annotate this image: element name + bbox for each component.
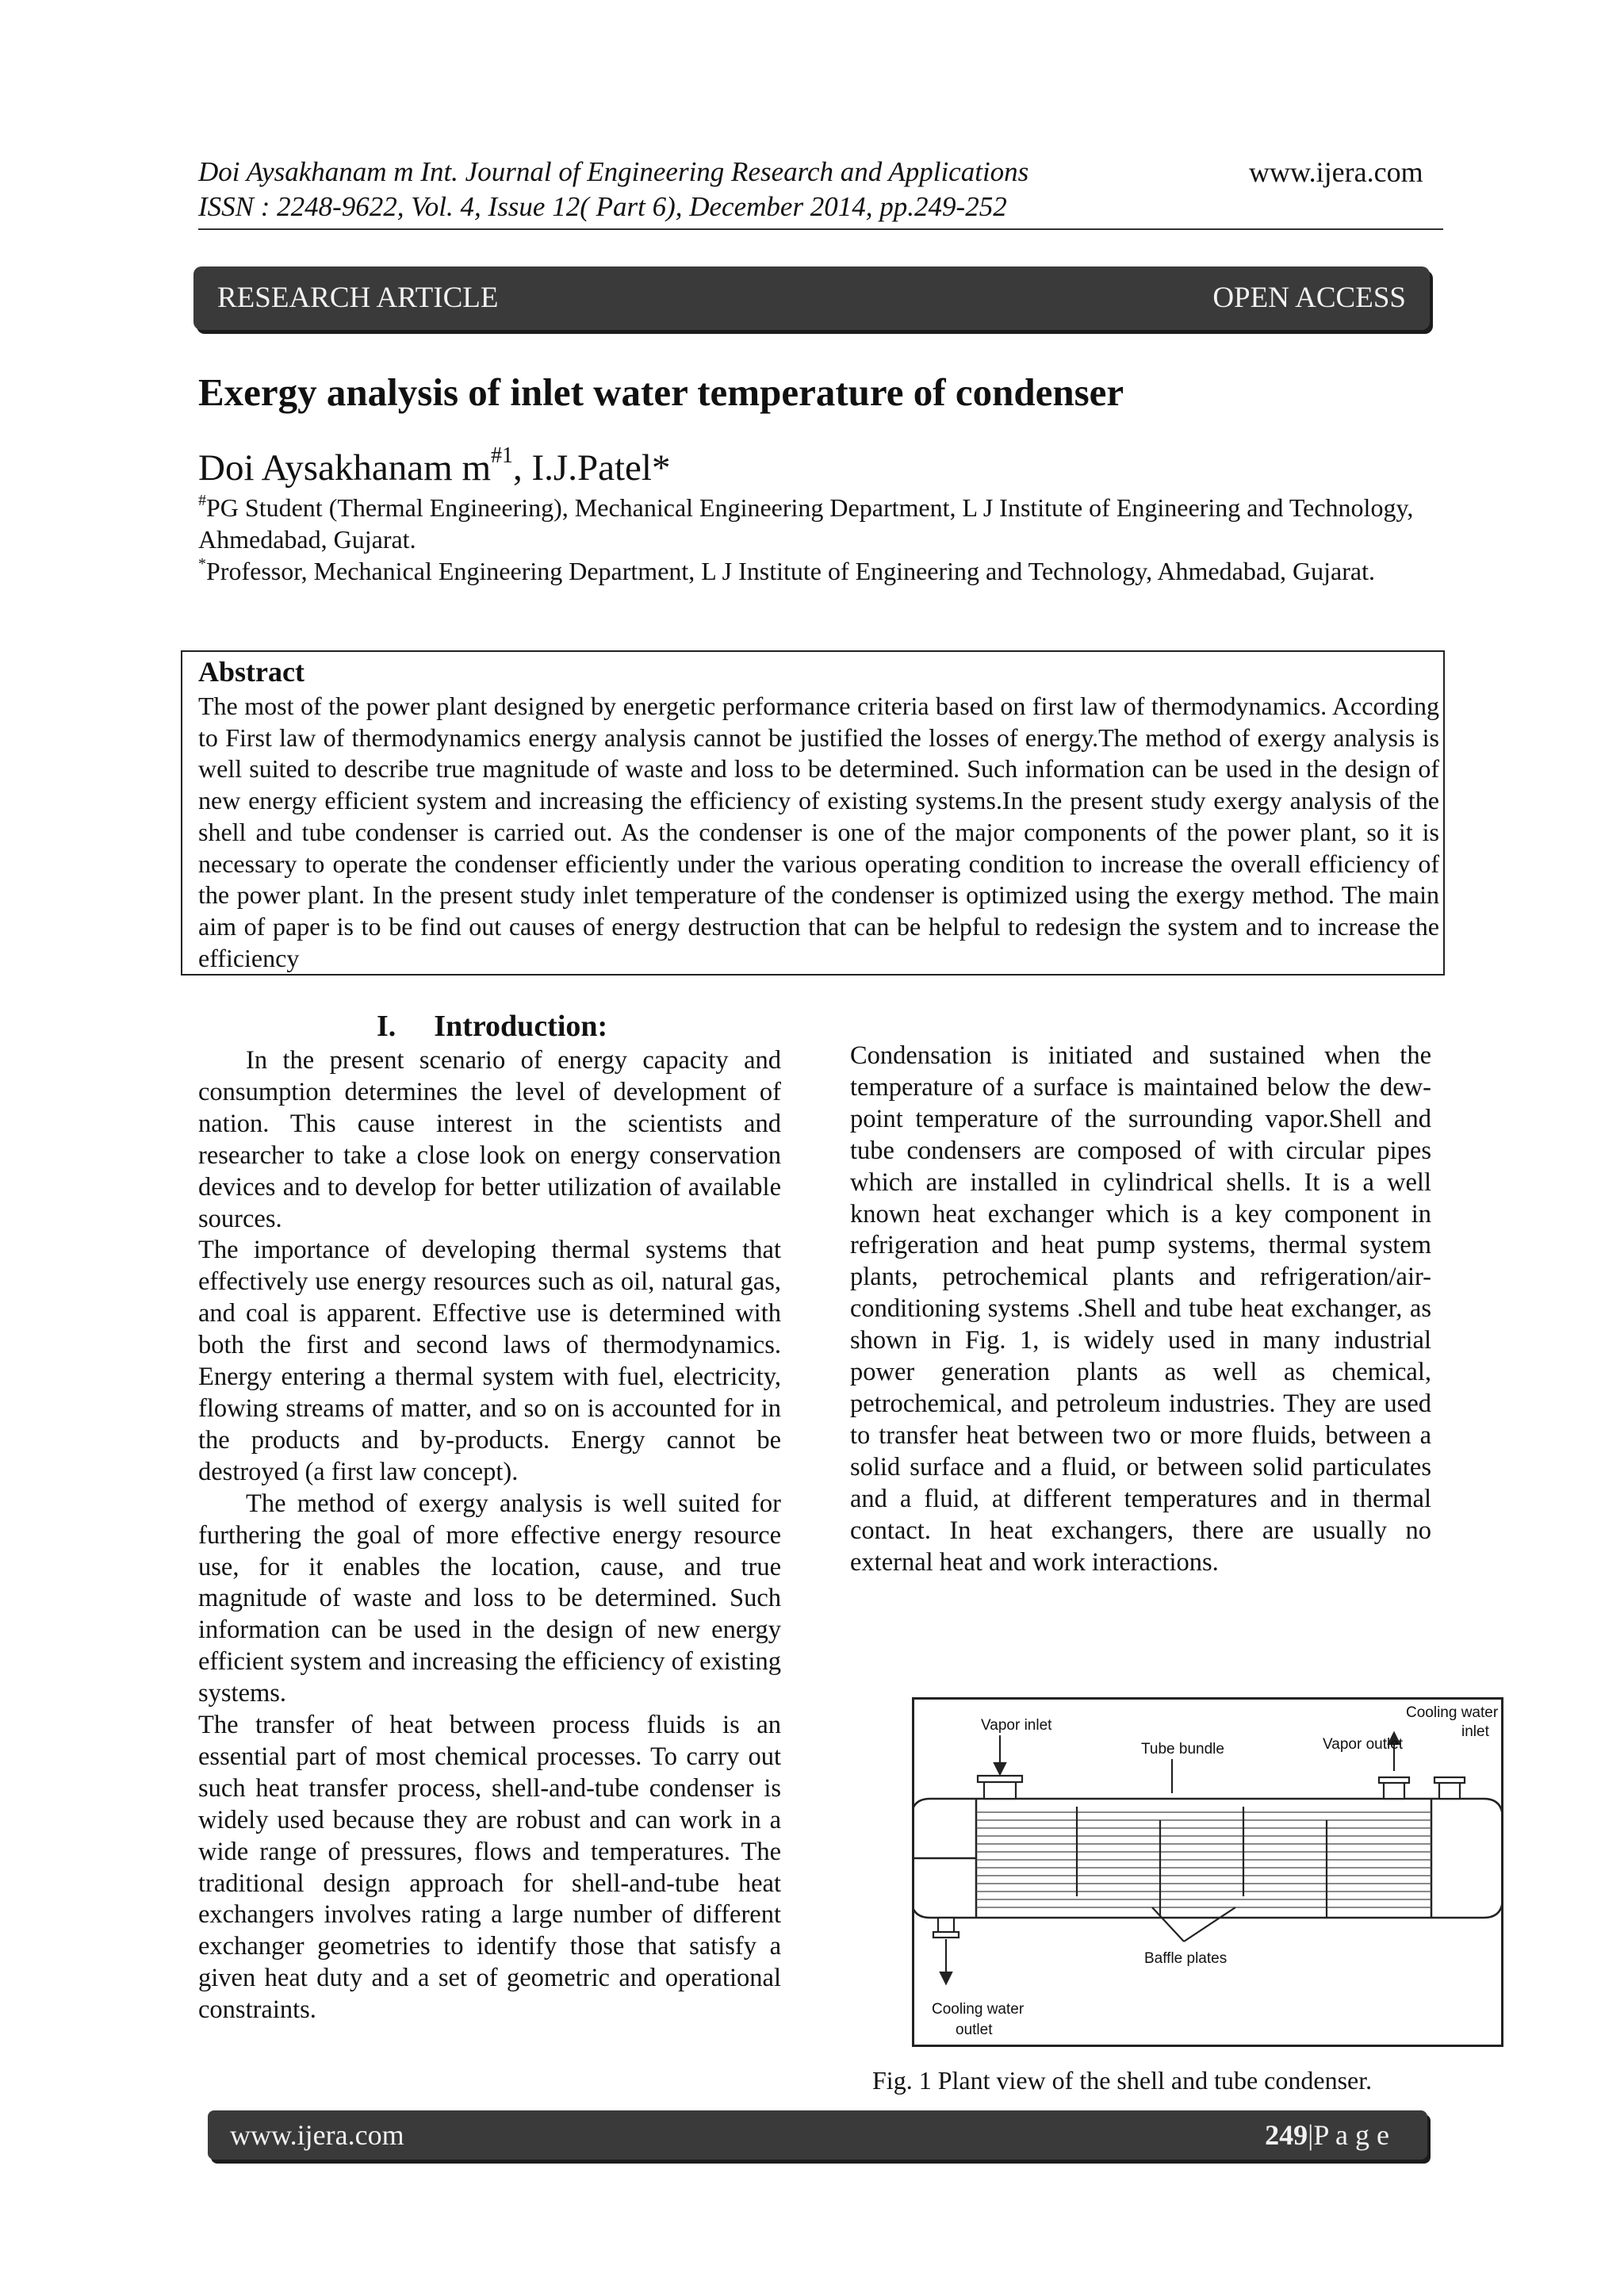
vapor-inlet-arrowhead: [994, 1763, 1005, 1774]
article-type-banner: [193, 266, 1430, 330]
author-1: Doi Aysakhanam m: [198, 447, 492, 489]
affiliation-1: [198, 492, 1451, 555]
research-article-label: RESEARCH ARTICLE: [217, 282, 499, 314]
condenser-diagram: [914, 1700, 1501, 2045]
affiliation-1-text: PG Student (Thermal Engineering), Mechanical Engineering Department, L J Institute of Engineering and Technology, Ahmedabad, Gujarat.: [198, 493, 1414, 554]
vapor-outlet-flange: [1379, 1777, 1409, 1783]
vapor-inlet-nozzle: [984, 1780, 1016, 1799]
cooling-water-inlet-label-2: inlet: [1461, 1723, 1489, 1740]
page-number: 249: [1265, 2119, 1308, 2151]
header-rule: [198, 228, 1443, 230]
author-line: [198, 443, 671, 490]
cooling-water-inlet-label-1: Cooling water: [1406, 1704, 1499, 1721]
author-1-mark: #1: [491, 443, 514, 468]
journal-header-line1: Doi Aysakhanam m Int. Journal of Engineering Research and Applications: [198, 156, 1029, 187]
cooling-water-inlet-flange: [1434, 1777, 1465, 1783]
vapor-inlet-label: Vapor inlet: [981, 1717, 1052, 1734]
section-title: Introduction:: [434, 1010, 608, 1043]
vapor-outlet-nozzle: [1384, 1782, 1404, 1799]
section-number: I.: [377, 1010, 396, 1043]
vapor-inlet-flange: [978, 1776, 1022, 1782]
page-suffix: |P a g e: [1308, 2119, 1389, 2151]
paragraph: The transfer of heat between process fluids is an essential part of most chemical processes. To carry out such heat transfer process, shell-and-tube condenser is widely used because they are robust and can work in a wide range of pressures, flows and temperatures. The traditional design approach for shell-and-tube heat exchangers involves rating a large number of different exchanger geometries to identify those that satisfy a given heat duty and a set of geometric and operational constraints.: [198, 1711, 781, 2025]
paper-title: Exergy analysis of inlet water temperature of condenser: [198, 370, 1124, 414]
affiliation-2: [198, 555, 1451, 587]
right-column: [850, 1041, 1431, 1578]
section-heading: [377, 1009, 607, 1044]
footer-page: [1265, 2120, 1389, 2150]
figure-caption: Fig. 1 Plant view of the shell and tube condenser.: [872, 2066, 1373, 2095]
baffle-plates: [1077, 1807, 1327, 1918]
baffle-plates-label: Baffle plates: [1144, 1950, 1228, 1967]
condenser-figure: [912, 1697, 1503, 2047]
journal-website: www.ijera.com: [1249, 156, 1423, 188]
affiliation-1-mark: #: [198, 492, 206, 509]
paragraph: In the present scenario of energy capacity and consumption determines the level of development of nation. This cause interest in the scientists and researcher to take a close look on energy conservation devices and to develop for better utilization of available sources.: [198, 1046, 781, 1233]
paragraph: The importance of developing thermal systems that effectively use energy resources such as oil, natural gas, and coal is apparent. Effective use is determined with both the first and second laws of thermodynamics. Energy entering a thermal system with fuel, electricity, flowing streams of matter, and so on is accounted for in the products and by-products. Energy cannot be destroyed (a first law concept).: [198, 1236, 781, 1486]
abstract-text: The most of the power plant designed by energetic performance criteria based on first law of thermodynamics. According to First law of thermodynamics energy analysis cannot be justified the losses of energy.The method of exergy analysis is well suited to describe true magnitude of waste and loss to be determined. Such information can be used in the design of new energy efficient system and increasing the efficiency of existing systems.In the present study exergy analysis of the shell and tube condenser is carried out. As the condenser is one of the major components of the power plant, so it is necessary to operate the condenser efficiently under the various operating condition to increase the overall efficiency of the power plant. In the present study inlet temperature of the condenser is optimized using the exergy method. The main aim of paper is to be find out causes of energy destruction that can be helpful to redesign the system and to increase the efficiency: [198, 692, 1439, 972]
author-2: , I.J.Patel*: [513, 447, 671, 489]
tube-bundle-label: Tube bundle: [1141, 1741, 1224, 1757]
page-footer: [208, 2110, 1427, 2160]
left-column: [198, 1045, 781, 2026]
affiliation-2-text: Professor, Mechanical Engineering Department, L J Institute of Engineering and Technology, Ahmedabad, Gujarat.: [206, 557, 1375, 585]
footer-website: www.ijera.com: [230, 2119, 404, 2151]
vapor-outlet-label: Vapor outlet: [1323, 1736, 1404, 1753]
affiliation-2-mark: *: [198, 555, 206, 573]
tube-bundle-lines: [976, 1812, 1431, 1907]
open-access-label: OPEN ACCESS: [1212, 282, 1406, 314]
paragraph: Condensation is initiated and sustained when the temperature of a surface is maintained below the dew-point temperature of the surrounding vapor.Shell and tube condensers are composed of with circular pipes which are installed in cylindrical shells. It is a well known heat exchanger which is a key component in refrigeration and heat pump systems, thermal system plants, petrochemical plants and refrigeration/air-conditioning systems .Shell and tube heat exchanger, as shown in Fig. 1, is widely used in many industrial power generation plants as well as chemical, petrochemical, and petroleum industries. They are used to transfer heat between two or more fluids, between a solid surface and a fluid, or between solid particulates and a fluid, at different temperatures and in thermal contact. In heat exchangers, there are usually no external heat and work interactions.: [850, 1041, 1431, 1577]
cooling-water-outlet-flange: [933, 1932, 959, 1938]
cooling-water-outlet-arrowhead: [940, 1972, 952, 1984]
cooling-water-outlet-label-2: outlet: [956, 2022, 993, 2038]
paragraph: The method of exergy analysis is well suited for furthering the goal of more effective energy resource use, for it enables the location, cause, and true magnitude of waste and loss to be determined. Such information can be used in the design of new energy efficient system and increasing the efficiency of existing systems.: [198, 1489, 781, 1708]
cooling-water-inlet-nozzle: [1439, 1782, 1460, 1799]
abstract-heading: Abstract: [198, 656, 304, 688]
journal-header-line2: ISSN : 2248-9622, Vol. 4, Issue 12( Part 6), December 2014, pp.249-252: [198, 191, 1007, 222]
baffle-pointer-left: [1152, 1907, 1184, 1941]
cooling-water-outlet-label-1: Cooling water: [932, 2001, 1025, 2018]
baffle-pointer-right: [1184, 1907, 1235, 1941]
